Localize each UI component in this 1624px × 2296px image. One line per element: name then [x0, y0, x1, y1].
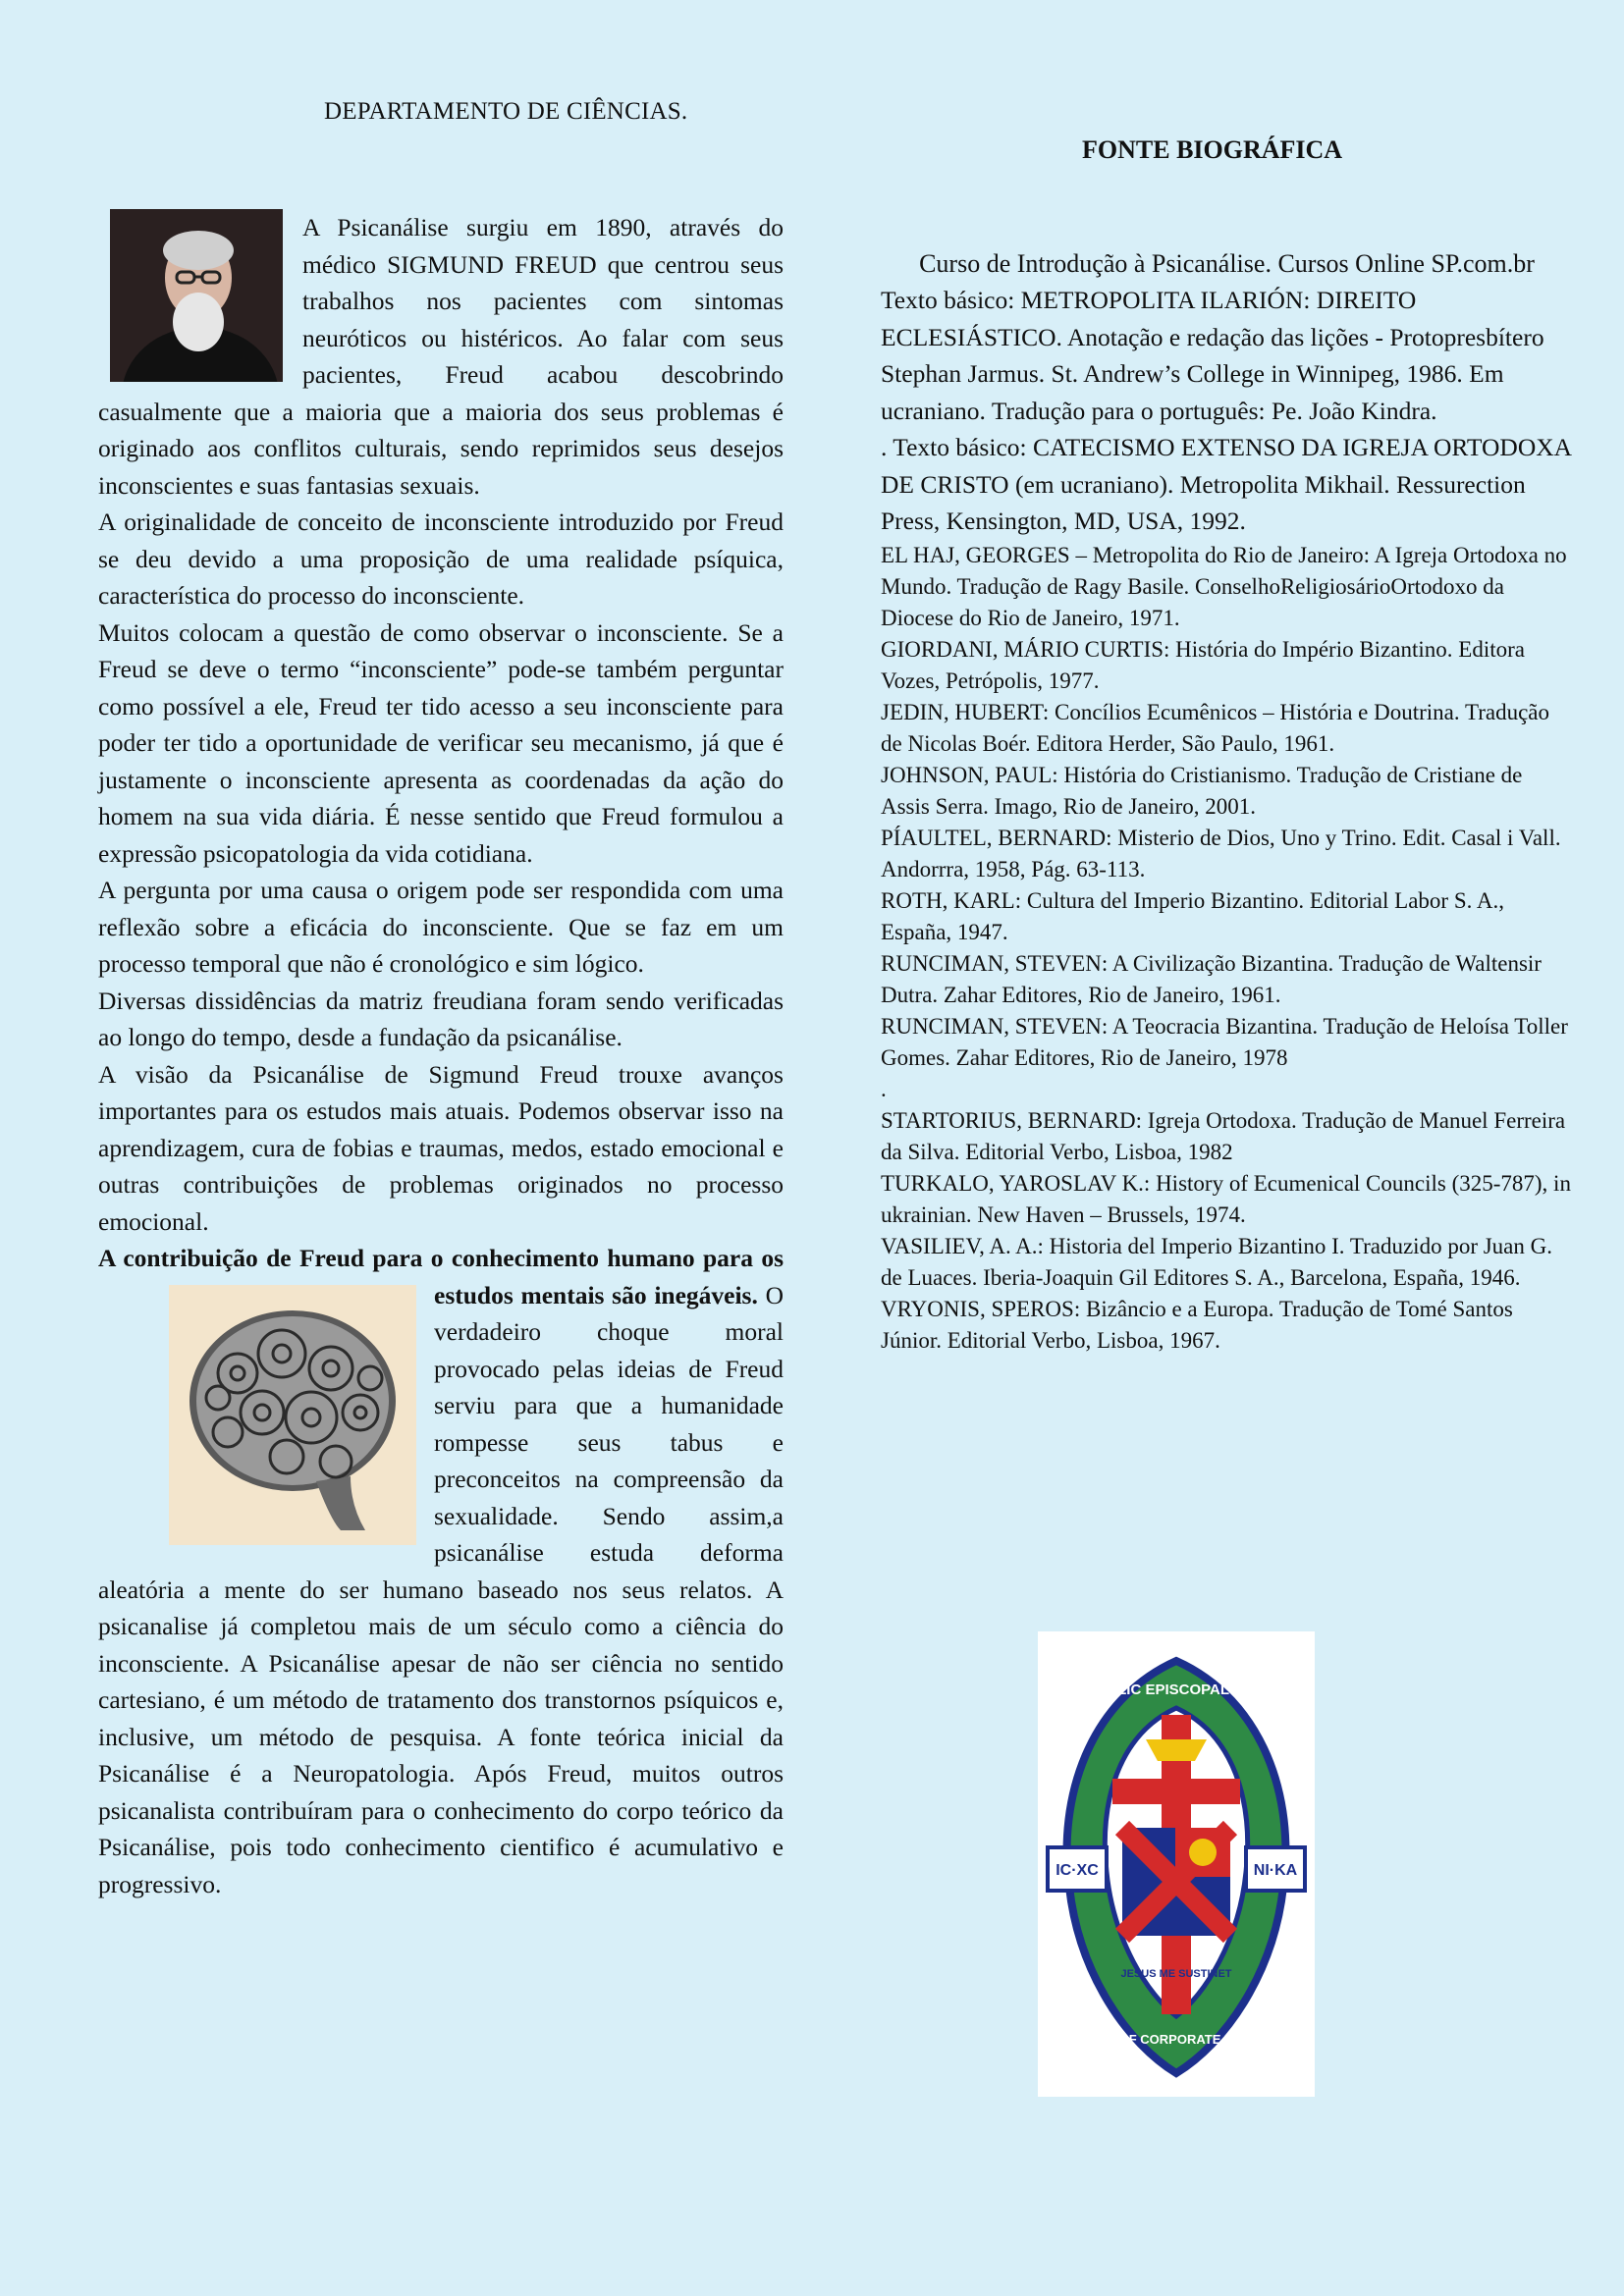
paragraph-2: A originalidade de conceito de inconsciente introduzido por Freud se deu devido a uma proposição de uma realidade psíquica, característica do processo do inconsciente.	[98, 507, 784, 610]
reference-item: .	[881, 1076, 887, 1101]
paragraph-7	[98, 1240, 784, 1902]
reference-item: RUNCIMAN, STEVEN: A Teocracia Bizantina. Tradução de Heloísa Toller Gomes. Zahar Editores, Rio de Janeiro, 1978	[881, 1013, 1568, 1070]
reference-item: VRYONIS, SPEROS: Bizâncio e a Europa. Tradução de Tomé Santos Júnior. Editorial Verbo, Lisboa, 1967.	[881, 1296, 1513, 1353]
reference-item: RUNCIMAN, STEVEN: A Civilização Bizantina. Tradução de Waltensir Dutra. Zahar Editores, Rio de Janeiro, 1961.	[881, 950, 1542, 1007]
reference-item: ROTH, KARL: Cultura del Imperio Bizantino. Editorial Labor S. A., España, 1947.	[881, 887, 1504, 944]
page-title: DEPARTAMENTO DE CIÊNCIAS.	[324, 98, 688, 125]
emblem-motto: JESUS ME SUSTINET	[1120, 1968, 1232, 1980]
reference-item: EL HAJ, GEORGES – Metropolita do Rio de Janeiro: A Igreja Ortodoxa no Mundo. Tradução de Ragy Basile. ConselhoReligiosárioOrtodoxo da Diocese do Rio de Janeiro, 1971.	[881, 542, 1567, 630]
source-course: Curso de Introdução à Psicanálise. Cursos Online SP.com.br	[919, 249, 1535, 278]
source-main-2: . Texto básico: CATECISMO EXTENSO DA IGREJA ORTODOXA DE CRISTO (em ucraniano). Metropolita Mikhail. Ressurection Press, Kensington, MD, USA, 1992.	[881, 433, 1571, 535]
paragraph-6: A visão da Psicanálise de Sigmund Freud trouxe avanços importantes para os estudos mais atuais. Podemos observar isso na aprendizagem, cura de fobias e traumas, medos, estado emocional e outras contribuições de problemas originados no processo emocional.	[98, 1059, 784, 1236]
paragraph-4: A pergunta por uma causa o origem pode ser respondida com uma reflexão sobre a eficácia do inconsciente. Que se faz em um processo temporal que não é cronológico e sim lógico.	[98, 876, 784, 978]
reference-item: JOHNSON, PAUL: História do Cristianismo. Tradução de Cristiane de Assis Serra. Imago, Rio de Janeiro, 2001.	[881, 762, 1523, 819]
highlight-sentence: A contribuição de Freud para o conhecimento humano para os estudos mentais são inegáveis.	[98, 1244, 784, 1309]
paragraph-5: Diversas dissidências da matriz freudiana foram sendo verificadas ao longo do tempo, desde a fundação da psicanálise.	[98, 986, 784, 1051]
sources-title: FONTE BIOGRÁFICA	[1082, 135, 1343, 164]
freud-portrait-image	[110, 209, 283, 382]
paragraph-1: A Psicanálise surgiu em 1890, através do médico SIGMUND FREUD que centrou seus trabalhos nos pacientes com sintomas neuróticos ou histéricos. Ao falar com seus pacientes, Freud acabou descobrindo casualmente que a maioria que a maioria dos seus problemas é originado aos conflitos culturais, sendo reprimidos seus desejos inconscientes e suas fantasias sexuais.	[98, 213, 784, 500]
paragraph-7-continued: O verdadeiro choque moral provocado pelas ideias de Freud serviu para que a humanidade rompesse seus tabus e preconceitos na compreensão da sexualidade. Sendo assim,a psicanálise estuda deforma aleatória a mente do ser humano baseado nos seus relatos. A psicanalise já completou mais de um século como a ciência do inconsciente. A Psicanálise apesar de não ser ciência no sentido cartesiano, é um método de tratamento dos transtornos psíquicos e, inclusive, um método de pesquisa. A fonte teórica inicial da Psicanálise é a Neuropatologia. Após Freud, muitos outros psicanalista contribuíram para o conhecimento do corpo teórico da Psicanálise, pois todo conhecimento cientifico é acumulativo e progressivo.	[98, 1280, 784, 1898]
emblem-top-text: APOSTOLIC EPISCOPAL CHURCH	[1056, 1682, 1297, 1698]
brain-gears-image	[169, 1285, 416, 1545]
source-main-1: Texto básico: METROPOLITA ILARIÓN: DIREITO ECLESIÁSTICO. Anotação e redação das lições - Protopresbítero Stephan Jarmus. St. Andrew’s College in Winnipeg, 1986. Em ucraniano. Tradução para o português: Pe. João Kindra.	[881, 286, 1544, 425]
reference-item: JEDIN, HUBERT: Concílios Ecumênicos – História e Doutrina. Tradução de Nicolas Boér. Editora Herder, São Paulo, 1961.	[881, 699, 1549, 756]
church-emblem-image	[1038, 1631, 1315, 2097]
paragraph-3: Muitos colocam a questão de como observar o inconsciente. Se a Freud se deve o termo “inconsciente” pode-se também perguntar como possível a ele, Freud ter tido acesso a seu inconsciente para poder ter tido a oportunidade de verificar seu mecanismo, já que é justamente o inconsciente apresenta as coordenadas da ação do homem na sua vida diária. É nesse sentido que Freud formulou a expressão psicopatologia da vida cotidiana.	[98, 617, 784, 868]
emblem-right-label: NI·KA	[1253, 1862, 1298, 1879]
reference-item: STARTORIUS, BERNARD: Igreja Ortodoxa. Tradução de Manuel Ferreira da Silva. Editorial Verbo, Lisboa, 1982	[881, 1107, 1566, 1164]
emblem-bottom-text: ORDER OF CORPORATE REUNION	[1069, 2032, 1283, 2047]
reference-item: GIORDANI, MÁRIO CURTIS: História do Império Bizantino. Editora Vozes, Petrópolis, 1977.	[881, 636, 1525, 693]
sources-column	[881, 245, 1573, 1357]
reference-item: VASILIEV, A. A.: Historia del Imperio Bizantino I. Traduzido por Juan G. de Luaces. Iberia-Joaquin Gil Editores S. A., Barcelona, España, 1946.	[881, 1233, 1552, 1290]
emblem-left-label: IC·XC	[1056, 1862, 1099, 1879]
article-body	[98, 209, 784, 1902]
reference-item: TURKALO, YAROSLAV K.: History of Ecumenical Councils (325-787), in ukrainian. New Haven – Brussels, 1974.	[881, 1170, 1571, 1227]
reference-item: PÍAULTEL, BERNARD: Misterio de Dios, Uno y Trino. Edit. Casal i Vall. Andorrra, 1958, Pág. 63-113.	[881, 825, 1561, 881]
